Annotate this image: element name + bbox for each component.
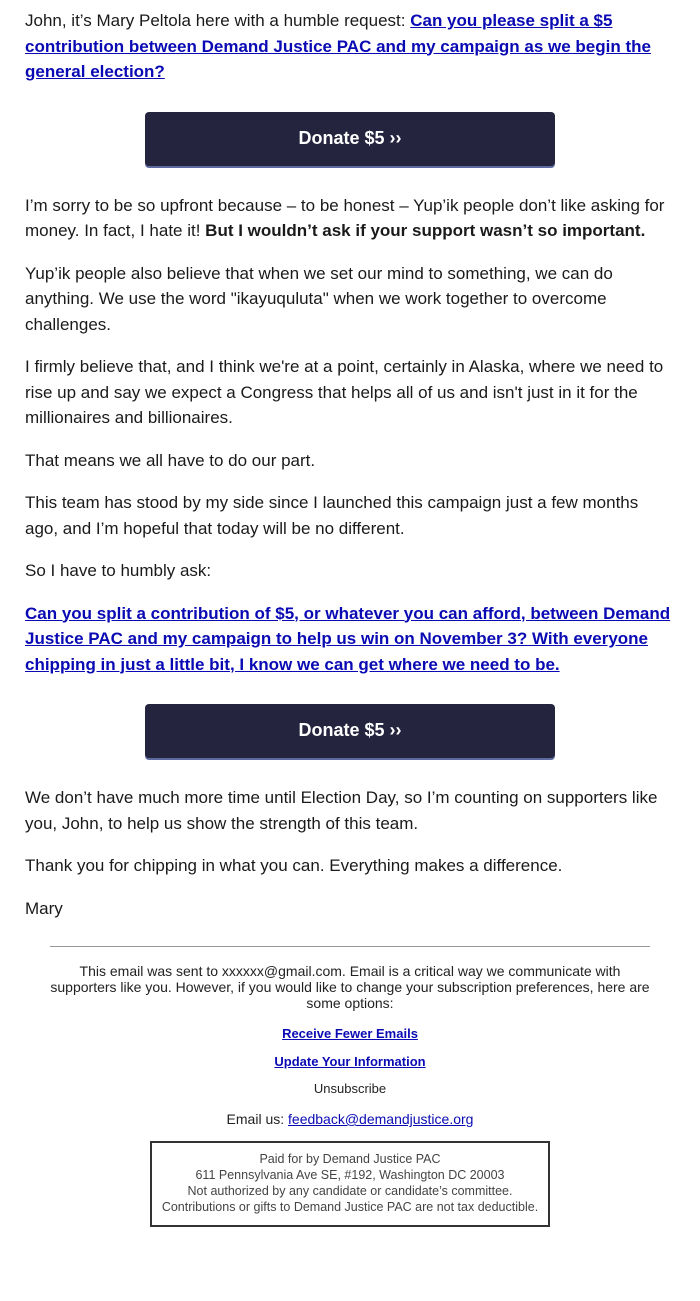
paid-for-line: Paid for by Demand Justice PAC — [259, 1152, 441, 1166]
donate-bottom-wrap — [25, 704, 675, 758]
receive-fewer-wrap — [50, 1025, 650, 1042]
paragraph-1 — [25, 193, 675, 244]
address-line: 611 Pennsylvania Ave SE, #192, Washington DC 20003 — [195, 1168, 505, 1182]
paragraph-1-text: I’m sorry to be so upfront because – to be honest – Yup’ik people don’t like asking for money. In fact, I hate it! — [25, 195, 665, 240]
email-footer — [50, 946, 650, 1227]
paragraph-8: Thank you for chipping in what you can. Everything makes a difference. — [25, 856, 563, 875]
paragraph-5: This team has stood by my side since I launched this campaign just a few months ago, and I’m hopeful that today will be no different. — [25, 493, 639, 538]
not-authorized-line: Not authorized by any candidate or candidate’s committee. — [187, 1184, 513, 1198]
email-us-label: Email us: — [226, 1111, 289, 1127]
feedback-email-link[interactable]: feedback@demandjustice.org — [288, 1111, 474, 1127]
paragraph-2: Yup’ik people also believe that when we set our mind to something, we can do anything. We use the word "ikayuquluta" when we work together to overcome challenges. — [25, 263, 613, 334]
donate-button-top[interactable]: Donate $5 ›› — [145, 112, 555, 166]
unsubscribe-link[interactable]: Unsubscribe — [313, 1081, 387, 1096]
unsubscribe-wrap — [50, 1081, 650, 1097]
donate-top-wrap — [25, 112, 675, 166]
intro-text: John, it’s Mary Peltola here with a humble request: — [25, 11, 411, 30]
signature: Mary — [25, 898, 63, 918]
paragraph-4: That means we all have to do our part. — [25, 450, 316, 470]
split-contribution-link[interactable]: Can you please split a $5 contribution between Demand Justice PAC and my campaign as we begin the general election? — [25, 11, 651, 81]
not-deductible-line: Contributions or gifts to Demand Justice PAC are not tax deductible. — [161, 1200, 539, 1214]
email-body — [0, 8, 700, 921]
update-info-wrap — [50, 1053, 650, 1070]
intro-paragraph — [25, 8, 675, 85]
ask-contribution-link[interactable]: Can you split a contribution of $5, or whatever you can afford, between Demand Justice PAC and my campaign to help us win on November 3? With everyone chipping in just a little bit, I know we can get where we need to be. — [25, 603, 671, 674]
update-information-link[interactable]: Update Your Information — [274, 1054, 426, 1069]
paid-for-box — [150, 1141, 550, 1227]
paragraph-1-bold: But I wouldn’t ask if your support wasn’t so important. — [205, 221, 646, 240]
ask-paragraph — [25, 601, 695, 678]
paragraph-7: We don’t have much more time until Election Day, so I’m counting on supporters like you, John, to help us show the strength of this team. — [25, 788, 658, 833]
receive-fewer-emails-link[interactable]: Receive Fewer Emails — [282, 1026, 418, 1041]
footer-notice: This email was sent to xxxxxx@gmail.com. Email is a critical way we communicate with supporters like you. However, if you would like to change your subscription preferences, here are some options: — [50, 963, 650, 1011]
paragraph-6: So I have to humbly ask: — [25, 561, 212, 580]
email-us-line — [50, 1111, 650, 1127]
paragraph-3: I firmly believe that, and I think we're at a point, certainly in Alaska, where we need to rise up and say we expect a Congress that helps all of us and isn't just in it for the millionaires and billionaires. — [25, 357, 664, 427]
donate-button-bottom[interactable]: Donate $5 ›› — [145, 704, 555, 758]
